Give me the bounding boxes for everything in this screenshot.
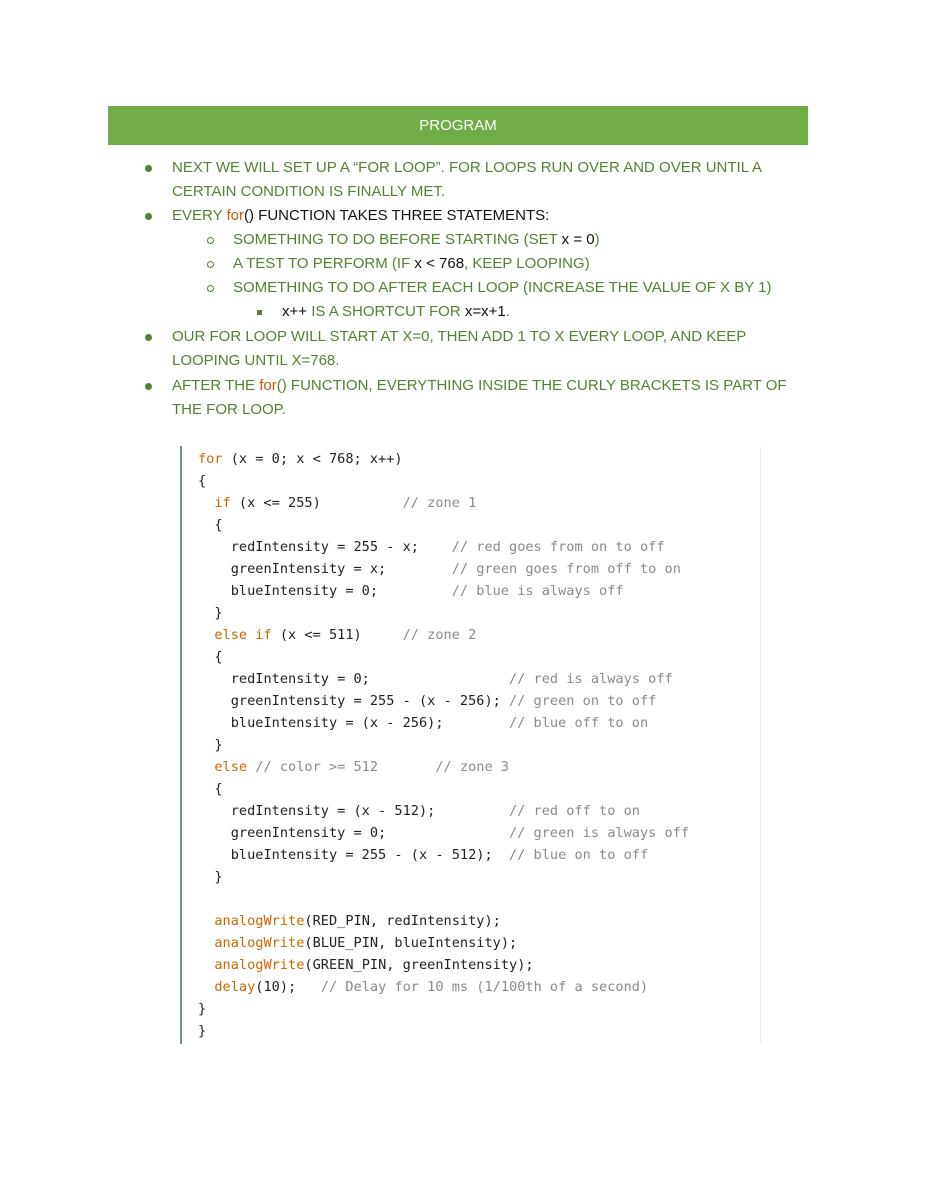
bullet-text: A TEST TO PERFORM (IF [233, 255, 415, 272]
code-line [198, 602, 689, 624]
code-comment: // red off to on [509, 803, 640, 819]
bullet-dot-icon [145, 213, 152, 220]
code-keyword: else if [198, 627, 272, 643]
code-text: (BLUE_PIN, blueIntensity); [304, 935, 518, 951]
code-text: greenIntensity = 0; [198, 825, 509, 841]
code-text: redIntensity = 0; [198, 671, 509, 687]
code-text: (x <= 511) [271, 627, 403, 643]
code-text: greenIntensity = 255 - (x - 256); [198, 693, 509, 709]
code-text: (x <= 255) [230, 495, 403, 511]
code-text: { [198, 473, 207, 489]
code-comment: // green goes from off to on [451, 561, 681, 577]
sub-bullet-test [233, 252, 793, 276]
code-line [198, 492, 689, 514]
code-line [198, 514, 689, 536]
code-line [198, 624, 689, 646]
bullet-loop-range: OUR FOR LOOP WILL START AT X=0, THEN ADD 1 TO X EVERY LOOP, AND KEEP LOOPING UNTIL X=768. [172, 328, 746, 369]
code-keyword: for [198, 451, 223, 467]
sub-bullet-before-start [233, 228, 793, 252]
code-line [198, 580, 689, 602]
code-text: } [198, 737, 223, 753]
code-text: } [198, 869, 223, 885]
code-text: (RED_PIN, redIntensity); [304, 913, 501, 929]
code-line [198, 778, 689, 800]
code-comment: // red goes from on to off [451, 539, 665, 555]
bullet-circle-icon [207, 285, 214, 292]
code-line [198, 1020, 689, 1042]
code-comment: // red is always off [509, 671, 673, 687]
code-line [198, 866, 689, 888]
sub-bullet-after-loop: SOMETHING TO DO AFTER EACH LOOP (INCREASE THE VALUE OF X BY 1) [233, 279, 772, 296]
code-function: analogWrite [198, 935, 305, 951]
inline-code: x++ [282, 303, 308, 320]
code-line [198, 690, 689, 712]
code-line [198, 646, 689, 668]
bullet-text: IS A SHORTCUT FOR [307, 303, 465, 320]
inline-code: x = 0 [561, 231, 595, 248]
code-line [198, 448, 689, 470]
section-header [108, 106, 808, 145]
code-line [198, 954, 689, 976]
bullet-text: () FUNCTION TAKES THREE STATEMENTS: [244, 207, 550, 224]
inline-code: x < 768 [414, 255, 465, 272]
code-comment: // zone 2 [402, 627, 477, 643]
bullet-curly-brackets [172, 374, 792, 422]
code-line [198, 668, 689, 690]
code-line [198, 712, 689, 734]
code-line [198, 932, 689, 954]
code-text: } [198, 1023, 207, 1039]
code-text: (10); [255, 979, 321, 995]
code-comment: // color >= 512 // zone 3 [247, 759, 510, 775]
code-text: { [198, 781, 223, 797]
bullet-dot-icon [145, 334, 152, 341]
bullet-circle-icon [207, 261, 214, 268]
bullet-for-loop-intro: NEXT WE WILL SET UP A “FOR LOOP”. FOR LOOPS RUN OVER AND OVER UNTIL A CERTAIN CONDITION IS FINALLY MET. [172, 159, 762, 200]
code-text: blueIntensity = (x - 256); [198, 715, 509, 731]
code-comment: // blue is always off [451, 583, 624, 599]
code-line [198, 844, 689, 866]
code-comment: // blue off to on [509, 715, 649, 731]
code-text: redIntensity = 255 - x; [198, 539, 452, 555]
bullet-text: EVERY [172, 207, 227, 224]
code-text: } [198, 605, 223, 621]
code-line [198, 470, 689, 492]
code-line [198, 910, 689, 932]
code-text: greenIntensity = x; [198, 561, 452, 577]
section-title: PROGRAM [419, 117, 497, 134]
code-line [198, 800, 689, 822]
bullet-text: () FUNCTION, EVERYTHING INSIDE THE CURLY BRACKETS IS PART OF THE FOR LOOP. [172, 377, 787, 418]
keyword-for: for [259, 377, 277, 394]
code-comment: // blue on to off [509, 847, 649, 863]
bullet-square-icon [257, 310, 262, 315]
tertiary-bullet-shortcut [282, 300, 782, 324]
bullet-text: , KEEP LOOPING) [464, 255, 590, 272]
code-text: blueIntensity = 0; [198, 583, 452, 599]
code-text: } [198, 1001, 207, 1017]
code-comment: // Delay for 10 ms (1/100th of a second) [320, 979, 649, 995]
code-line [198, 558, 689, 580]
code-comment: // zone 1 [402, 495, 477, 511]
bullet-three-statements [172, 204, 792, 228]
code-function: analogWrite [198, 957, 305, 973]
code-line [198, 734, 689, 756]
bullet-text: AFTER THE [172, 377, 260, 394]
code-text: { [198, 517, 223, 533]
code-comment: // green on to off [509, 693, 657, 709]
code-function: delay [198, 979, 256, 995]
inline-code: x=x+1 [464, 303, 506, 320]
bullet-circle-icon [207, 237, 214, 244]
keyword-for: for [226, 207, 244, 224]
code-comment: // green is always off [509, 825, 690, 841]
code-text: (GREEN_PIN, greenIntensity); [304, 957, 534, 973]
code-line [198, 822, 689, 844]
code-keyword: if [198, 495, 231, 511]
bullet-text: ) [594, 231, 600, 248]
code-block [198, 448, 689, 1042]
bullet-dot-icon [145, 383, 152, 390]
code-line [198, 536, 689, 558]
code-line [198, 998, 689, 1020]
code-line [198, 888, 689, 910]
bullet-text: . [505, 303, 510, 320]
bullet-dot-icon [145, 165, 152, 172]
code-function: analogWrite [198, 913, 305, 929]
code-line [198, 756, 689, 778]
code-line [198, 976, 689, 998]
code-keyword: else [198, 759, 248, 775]
code-text: { [198, 649, 223, 665]
code-text: (x = 0; x < 768; x++) [222, 451, 403, 467]
code-text: redIntensity = (x - 512); [198, 803, 509, 819]
code-text: blueIntensity = 255 - (x - 512); [198, 847, 509, 863]
bullet-text: SOMETHING TO DO BEFORE STARTING (SET [233, 231, 562, 248]
